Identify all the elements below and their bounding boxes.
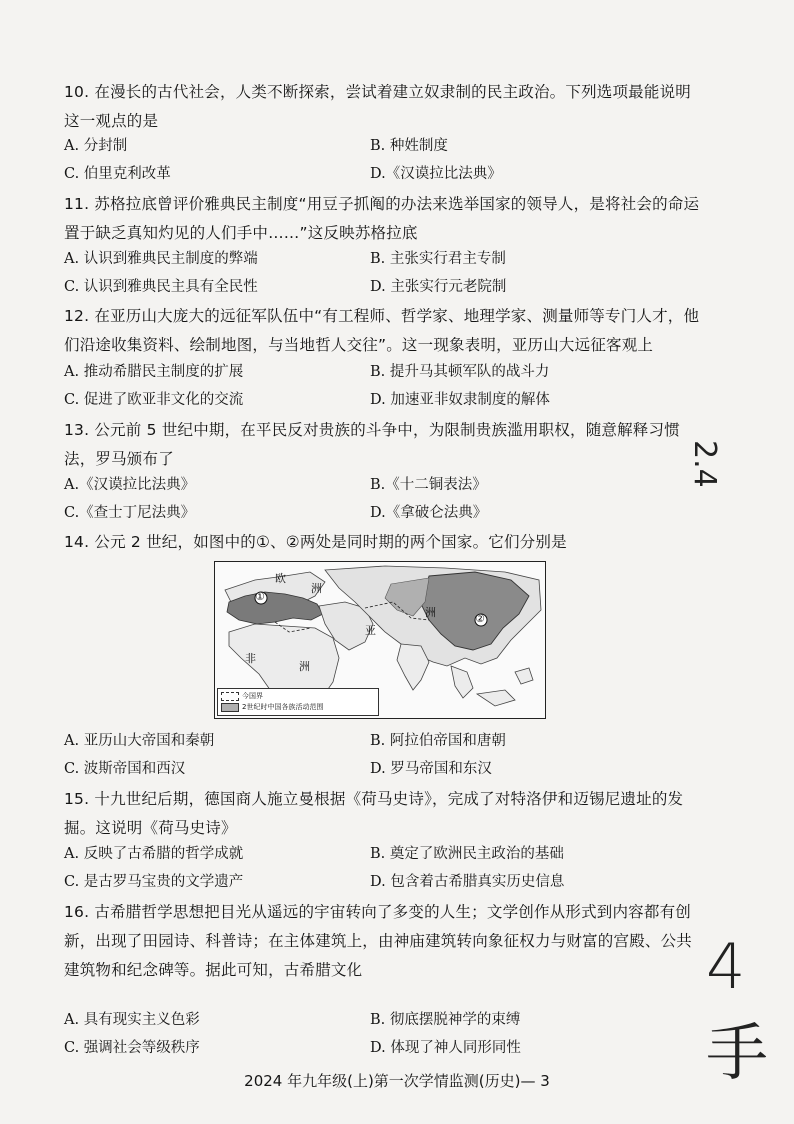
q15-option-c[interactable]: C. 是古罗马宝贵的文学遗产 [64,874,244,890]
legend-item-range: 2世纪时中国各族活动范围 [242,703,324,711]
q12-option-c[interactable]: C. 促进了欧亚非文化的交流 [64,392,244,408]
q14-option-d[interactable]: D. 罗马帝国和东汉 [370,761,492,777]
q14-option-a[interactable]: A. 亚历山大帝国和秦朝 [64,733,215,749]
page-footer: 2024 年九年级(上)第一次学情监测(历史)— 3 [244,1072,550,1090]
question-14-stem: 14. 公元 2 世纪，如图中的①、②两处是同时期的两个国家。它们分别是 [64,533,567,551]
q12-option-a[interactable]: A. 推动希腊民主制度的扩展 [64,364,244,380]
question-12-stem: 12. 在亚历山大庞大的远征军队伍中“有工程师、哲学家、地理学家、测量师等专门人才，他们沿途收集资料、绘制地图，与当地哲人交往”。这一现象表明，亚历山大远征客观上 [64,307,700,354]
q13-option-d[interactable]: D.《拿破仑法典》 [370,505,488,521]
question-11-stem: 11. 苏格拉底曾评价雅典民主制度“用豆子抓阄的办法来选举国家的领导人，是将社会的命运置于缺乏真知灼见的人们手中……”这反映苏格拉底 [64,195,700,242]
q14-option-c[interactable]: C. 波斯帝国和西汉 [64,761,186,777]
q10-option-d[interactable]: D.《汉谟拉比法典》 [370,166,502,182]
legend-item-border: 今国界 [242,692,263,700]
legend-border-swatch [221,692,239,701]
q16-option-a[interactable]: A. 具有现实主义色彩 [64,1012,200,1028]
handwritten-note-mid: 2.4 [687,440,722,488]
map-label-africa-2: 洲 [299,660,310,673]
question-13-stem: 13. 公元前 5 世纪中期，在平民反对贵族的斗争中，为限制贵族滥用职权，随意解释习惯法，罗马颁布了 [64,421,680,468]
q15-option-b[interactable]: B. 奠定了欧洲民主政治的基础 [370,846,564,862]
q12-option-d[interactable]: D. 加速亚非奴隶制度的解体 [370,392,550,408]
q16-option-d[interactable]: D. 体现了神人同形同性 [370,1040,521,1056]
q13-option-a[interactable]: A.《汉谟拉比法典》 [64,477,196,493]
q11-option-a[interactable]: A. 认识到雅典民主制度的弊端 [64,251,258,267]
world-map-figure [214,561,546,719]
question-15-stem: 15. 十九世纪后期，德国商人施立曼根据《荷马史诗》，完成了对特洛伊和迈锡尼遗址的发掘。这说明《荷马史诗》 [64,790,684,837]
q11-option-d[interactable]: D. 主张实行元老院制 [370,279,507,295]
map-label-europe-2: 洲 [311,582,322,595]
q10-option-c[interactable]: C. 伯里克利改革 [64,166,171,182]
q12-option-b[interactable]: B. 提升马其顿军队的战斗力 [370,364,550,380]
q14-option-b[interactable]: B. 阿拉伯帝国和唐朝 [370,733,506,749]
marker-1-label: ① [255,590,265,603]
map-label-asia: 亚 [365,624,376,637]
q10-option-a[interactable]: A. 分封制 [64,138,128,154]
q16-option-c[interactable]: C. 强调社会等级秩序 [64,1040,200,1056]
q11-option-c[interactable]: C. 认识到雅典民主具有全民性 [64,279,258,295]
q10-option-b[interactable]: B. 种姓制度 [370,138,448,154]
q13-option-b[interactable]: B.《十二铜表法》 [370,477,487,493]
marker-2-label: ② [475,612,485,625]
q11-option-b[interactable]: B. 主张实行君主专制 [370,251,506,267]
map-label-europe: 欧 [275,572,286,585]
q15-option-a[interactable]: A. 反映了古希腊的哲学成就 [64,846,244,862]
handwritten-note-bottom: 4手 [706,930,769,1089]
map-label-asia-2: 洲 [425,606,436,619]
question-16-stem: 16. 古希腊哲学思想把目光从遥远的宇宙转向了多变的人生；文学创作从形式到内容都有创新，出现了田园诗、科普诗；在主体建筑上，由神庙建筑转向象征权力与财富的宫殿、公共建筑物和纪念碑等。据此可知，古希腊文化 [64,903,693,979]
q15-option-d[interactable]: D. 包含着古希腊真实历史信息 [370,874,565,890]
q16-option-b[interactable]: B. 彻底摆脱神学的束缚 [370,1012,521,1028]
map-label-africa: 非 [245,652,256,665]
question-10-stem: 10. 在漫长的古代社会，人类不断探索，尝试着建立奴隶制的民主政治。下列选项最能说明这一观点的是 [64,83,691,130]
map-legend [217,688,379,716]
legend-range-swatch [221,703,239,712]
q13-option-c[interactable]: C.《查士丁尼法典》 [64,505,196,521]
